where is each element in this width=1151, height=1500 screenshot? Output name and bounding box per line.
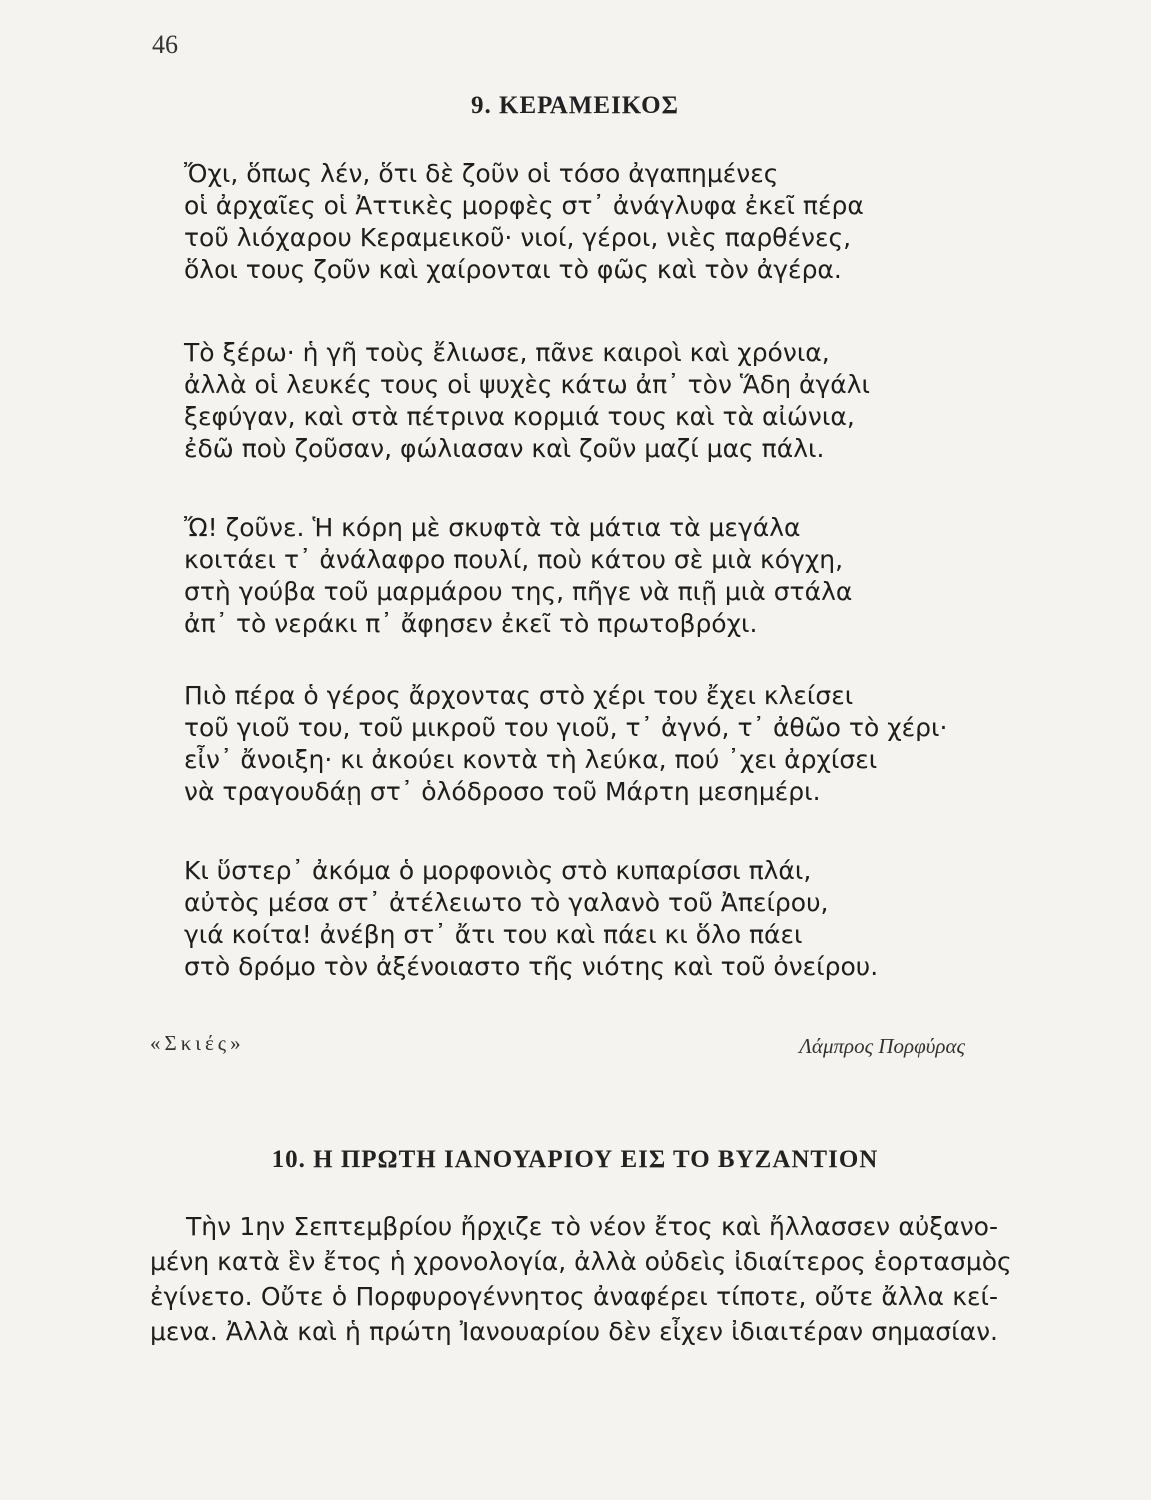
poem-line: ἐδῶ ποὺ ζοῦσαν, φώλιασαν καὶ ζοῦν μαζί μας πάλι. bbox=[184, 434, 825, 463]
poem-title: 9. ΚΕΡΑΜΕΙΚΟΣ bbox=[471, 92, 679, 119]
poem-stanza-1 bbox=[184, 158, 1014, 286]
poem-stanza-3 bbox=[184, 512, 1014, 640]
poem-line: εἶν᾽ ἄνοιξη· κι ἀκούει κοντὰ τὴ λεύκα, πού ᾽χει ἀρχίσει bbox=[184, 745, 878, 774]
paragraph-line: ἐγίνετο. Οὔτε ὁ Πορφυρογέννητος ἀναφέρει τίποτε, οὔτε ἄλλα κεί- bbox=[150, 1282, 998, 1311]
paragraph-line: μένη κατὰ ἓν ἔτος ἡ χρονολογία, ἀλλὰ οὐδεὶς ἰδιαίτερος ἑορτασμὸς bbox=[150, 1247, 1012, 1276]
poem-stanza-4 bbox=[184, 680, 1014, 808]
poem-line: Τὸ ξέρω· ἡ γῆ τοὺς ἔλιωσε, πᾶνε καιροὶ καὶ χρόνια, bbox=[184, 338, 830, 367]
poem-line: τοῦ γιοῦ του, τοῦ μικροῦ του γιοῦ, τ᾽ ἀγνό, τ᾽ ἀθῶο τὸ χέρι· bbox=[184, 713, 948, 742]
poem-line: ὅλοι τους ζοῦν καὶ χαίρονται τὸ φῶς καὶ τὸν ἀγέρα. bbox=[184, 255, 842, 284]
poem-line: ξεφύγαν, καὶ στὰ πέτρινα κορμιά τους καὶ τὰ αἰώνια, bbox=[184, 402, 855, 431]
poem-line: κοιτάει τ᾽ ἀνάλαφρο πουλί, ποὺ κάτου σὲ μιὰ κόγχη, bbox=[184, 545, 844, 574]
section-title: 10. Η ΠΡΩΤΗ ΙΑΝΟΥΑΡΙΟΥ ΕΙΣ ΤΟ ΒΥΖΑΝΤΙΟΝ bbox=[271, 1146, 879, 1173]
section-paragraph bbox=[150, 1209, 1012, 1349]
poem-line: τοῦ λιόχαρου Κεραμεικοῦ· νιοί, γέροι, νιὲς παρθένες, bbox=[184, 223, 852, 252]
poem-line: νὰ τραγουδάῃ στ᾽ ὁλόδροσο τοῦ Μάρτη μεσημέρι. bbox=[184, 777, 821, 806]
poem-stanza-5 bbox=[184, 855, 1014, 983]
poem-line: ἀπ᾽ τὸ νεράκι π᾽ ἄφησεν ἐκεῖ τὸ πρωτοβρόχι. bbox=[184, 609, 758, 638]
paragraph-line: μενα. Ἀλλὰ καὶ ἡ πρώτη Ἰανουαρίου δὲν εἶχεν ἰδιαιτέραν σημασίαν. bbox=[150, 1317, 998, 1346]
poem-source: «Σκιές» bbox=[150, 1031, 245, 1055]
poem-line: Κι ὕστερ᾽ ἀκόμα ὁ μορφονιὸς στὸ κυπαρίσσι πλάι, bbox=[184, 856, 812, 885]
poem-line: γιά κοίτα! ἀνέβη στ᾽ ἄτι του καὶ πάει κι ὅλο πάει bbox=[184, 920, 803, 949]
poem-line: Ὤ! ζοῦνε. Ἡ κόρη μὲ σκυφτὰ τὰ μάτια τὰ μεγάλα bbox=[184, 513, 801, 542]
poem-line: Ὄχι, ὅπως λέν, ὅτι δὲ ζοῦν οἱ τόσο ἀγαπημένες bbox=[184, 159, 779, 188]
poem-author: Λάμπρος Πορφύρας bbox=[799, 1034, 965, 1058]
poem-line: Πιὸ πέρα ὁ γέρος ἄρχοντας στὸ χέρι του ἔχει κλείσει bbox=[184, 681, 854, 710]
poem-line: στὸ δρόμο τὸν ἀξένοιαστο τῆς νιότης καὶ τοῦ ὀνείρου. bbox=[184, 952, 879, 981]
poem-line: ἀλλὰ οἱ λευκές τους οἱ ψυχὲς κάτω ἀπ᾽ τὸν Ἅδη ἀγάλι bbox=[184, 370, 871, 399]
poem-line: αὐτὸς μέσα στ᾽ ἀτέλειωτο τὸ γαλανὸ τοῦ Ἀπείρου, bbox=[184, 888, 829, 917]
poem-line: στὴ γούβα τοῦ μαρμάρου της, πῆγε νὰ πιῇ μιὰ στάλα bbox=[184, 577, 853, 606]
poem-line: οἱ ἀρχαῖες οἱ Ἀττικὲς μορφὲς στ᾽ ἀνάγλυφα ἐκεῖ πέρα bbox=[184, 191, 864, 220]
page-number: 46 bbox=[152, 30, 178, 59]
paragraph-line: Τὴν 1ην Σεπτεμβρίου ἤρχιζε τὸ νέον ἔτος καὶ ἤλλασσεν αὐξανο- bbox=[186, 1212, 998, 1241]
poem-stanza-2 bbox=[184, 337, 1014, 465]
